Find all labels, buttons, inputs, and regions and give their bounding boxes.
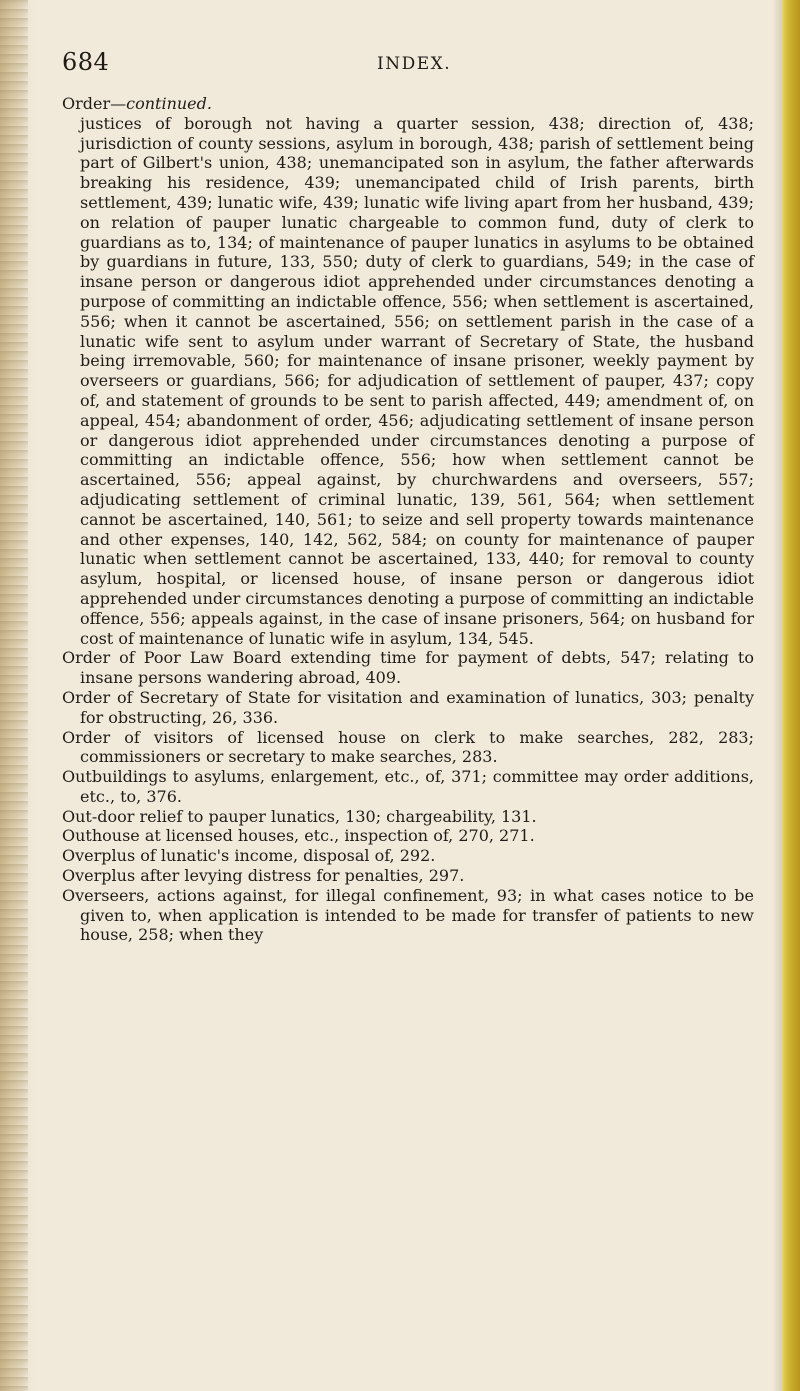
entry-text: Overplus after levying distress for penalties, 297. <box>62 866 465 886</box>
index-entry <box>62 886 754 945</box>
entry-text: justices of borough not having a quarter session, 438; direction of, 438; jurisdiction of county sessions, asylum in borough, 438; parish of settlement being part of Gilbert's union, 438; unemancipated son in asylum, the father afterwards breaking his residence, 439; unemancipated child of Irish parents, birth settlement, 439; lunatic wife, 439; lunatic wife living apart from her husband, 439; on relation of pauper lunatic chargeable to common fund, duty of clerk to guardians as to, 134; of maintenance of pauper lunatics in asylums to be obtained by guardians in future, 133, 550; duty of clerk to guardians, 549; in the case of insane person or dangerous idiot apprehended under circumstances denoting a purpose of committing an indictable offence, 556; when settlement is ascertained, 556; when it cannot be ascertained, 556; on settlement parish in the case of a lunatic wife sent to asylum under warrant of Secretary of State, the husband being irremovable, 560; for maintenance of insane prisoner, weekly payment by overseers or guardians, 566; for adjudication of settlement of pauper, 437; copy of, and statement of grounds to be sent to parish affected, 449; amendment of, on appeal, 454; abandonment of order, 456; adjudicating settlement of insane person or dangerous idiot apprehended under circumstances denoting a purpose of committing an indictable offence, 556; how when settlement cannot be ascertained, 556; appeal against, by churchwardens and overseers, 557; adjudicating settlement of criminal lunatic, 139, 561, 564; when settlement cannot be ascertained, 140, 561; to seize and sell property towards maintenance and other expenses, 140, 142, 562, 584; on county for maintenance of pauper lunatic when settlement cannot be ascertained, 133, 440; for removal to county asylum, hospital, or licensed house, of insane person or dangerous idiot apprehended under circumstances denoting a purpose of committing an indictable offence, 556; appeals against, in the case of insane prisoners, 564; on husband for cost of maintenance of lunatic wife in asylum, 134, 545. <box>80 113 754 648</box>
entry-text: Out-door relief to pauper lunatics, 130; chargeability, 131. <box>62 806 537 826</box>
entry-text: Outhouse at licensed houses, etc., inspection of, 270, 271. <box>62 826 535 846</box>
index-entry <box>62 826 754 846</box>
index-entry <box>62 728 754 768</box>
entry-text: Outbuildings to asylums, enlargement, etc., of, 371; committee may order additions, etc., to, 376. <box>62 767 754 806</box>
page-gutter <box>0 0 28 1391</box>
entry-text: Overseers, actions against, for illegal confinement, 93; in what cases notice to be given to, when application is intended to be made for transfer of patients to new house, 258; when they <box>62 885 754 945</box>
index-entry <box>62 866 754 886</box>
index-entry <box>62 767 754 807</box>
page-header <box>62 48 742 88</box>
index-content <box>62 94 754 945</box>
entry-text: Order of Secretary of State for visitation and examination of lunatics, 303; penalty for obstructing, 26, 336. <box>62 687 754 727</box>
page-edge-shadow <box>772 0 782 1391</box>
page-number: 684 <box>62 48 110 76</box>
index-entry <box>62 688 754 728</box>
index-entry <box>62 846 754 866</box>
index-entry <box>62 94 754 648</box>
index-entry <box>62 807 754 827</box>
page-edge <box>782 0 800 1391</box>
entry-text: Order of visitors of licensed house on clerk to make searches, 282, 283; commissioners or secretary to make searches, 283. <box>62 727 754 767</box>
continued-marker: —continued. <box>110 94 212 113</box>
entry-text: Overplus of lunatic's income, disposal of, 292. <box>62 846 436 866</box>
index-entry <box>62 648 754 688</box>
running-title: INDEX. <box>377 54 452 74</box>
entry-text: Order of Poor Law Board extending time for payment of debts, 547; relating to insane persons wandering abroad, 409. <box>62 648 754 688</box>
entry-heading: Order <box>62 94 111 113</box>
